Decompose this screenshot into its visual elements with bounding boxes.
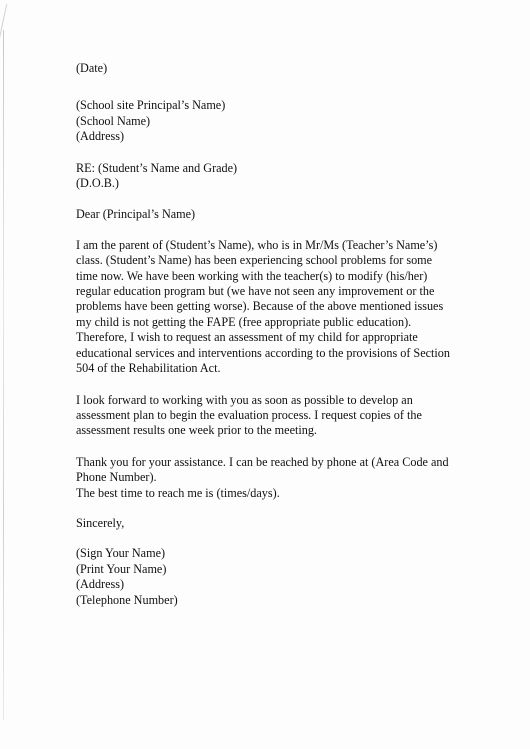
paragraph-line: regular education program but (we have not seen any improvement or the: [76, 284, 435, 299]
salutation-block: [76, 207, 516, 222]
paragraph-line: assessment plan to begin the evaluation process. I request copies of the: [76, 407, 422, 422]
paragraph-line: Phone Number).: [76, 470, 157, 485]
paragraph-line: I look forward to working with you as soon as possible to develop an: [76, 392, 413, 407]
recipient-school: (School Name): [76, 113, 151, 128]
signature-address: (Address): [76, 577, 125, 592]
paragraph-line: educational services and interventions according to the provisions of Section: [76, 345, 450, 360]
paragraph-line: The best time to reach me is (times/days).: [76, 485, 280, 500]
paragraph-line: assessment results one week prior to the meeting.: [76, 423, 317, 438]
scan-edge-line: [3, 30, 4, 720]
signature-phone: (Telephone Number): [76, 592, 178, 607]
paragraph-1: [76, 238, 516, 377]
closing: Sincerely,: [76, 515, 125, 530]
re-dob: (D.O.B.): [76, 176, 119, 191]
paragraph-3: [76, 455, 516, 501]
paragraph-2: [76, 393, 516, 439]
paragraph-line: class. (Student’s Name) has been experiencing school problems for some: [76, 253, 433, 268]
date-block: [76, 61, 516, 76]
paragraph-line: I am the parent of (Student’s Name), who is in Mr/Ms (Teacher’s Name’s): [76, 237, 438, 252]
signature-sign: (Sign Your Name): [76, 546, 166, 561]
re-subject: RE: (Student’s Name and Grade): [76, 160, 238, 175]
signature-print: (Print Your Name): [76, 561, 167, 576]
paragraph-line: problems have been getting worse). Because of the above mentioned issues: [76, 299, 444, 314]
signature-block: [76, 546, 516, 608]
recipient-block: [76, 98, 516, 144]
paragraph-line: time now. We have been working with the teacher(s) to modify (his/her): [76, 268, 428, 283]
letter-body: [76, 61, 516, 608]
recipient-name: (School site Principal’s Name): [76, 98, 226, 113]
recipient-address: (Address): [76, 129, 125, 144]
salutation: Dear (Principal’s Name): [76, 207, 196, 222]
paragraph-line: my child is not getting the FAPE (free appropriate public education).: [76, 314, 412, 329]
closing-block: [76, 516, 516, 531]
paragraph-line: Therefore, I wish to request an assessment of my child for appropriate: [76, 330, 418, 345]
paragraph-line: Thank you for your assistance. I can be reached by phone at (Area Code and: [76, 454, 449, 469]
paragraph-line: 504 of the Rehabilitation Act.: [76, 361, 221, 376]
re-block: [76, 161, 516, 192]
date-line: (Date): [76, 61, 108, 75]
